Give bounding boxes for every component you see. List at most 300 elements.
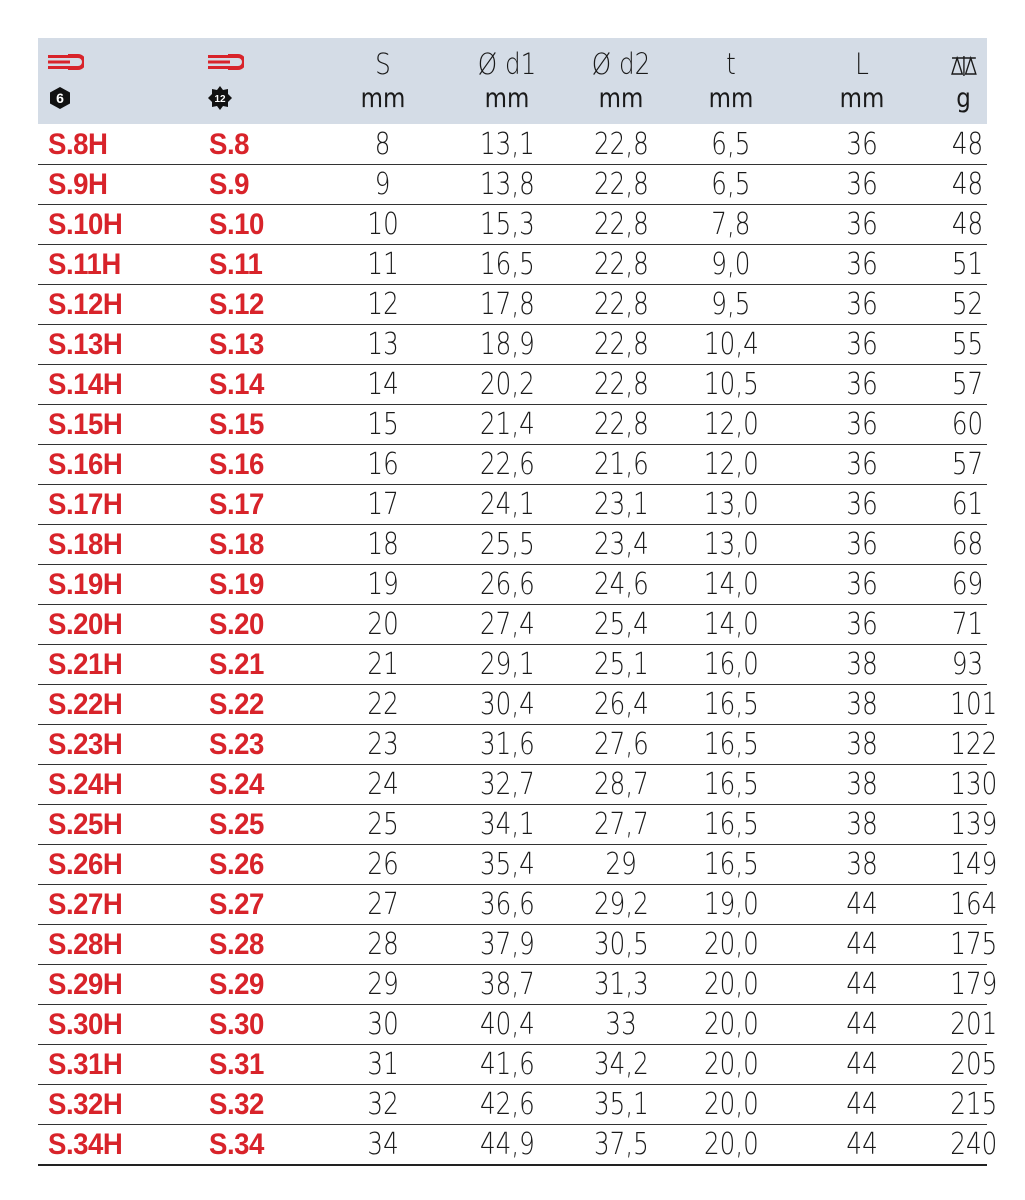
cell-d1 xyxy=(450,605,564,645)
cell-l xyxy=(784,485,940,525)
cell-value: S.30H xyxy=(48,1008,123,1041)
cell-value: S.25H xyxy=(48,808,123,841)
header-s-unit: mm xyxy=(360,83,406,114)
cell-value: 14,0 xyxy=(703,567,759,602)
part-number-6-point xyxy=(38,965,198,1005)
cell-value: 22,8 xyxy=(593,287,649,322)
cell-d1 xyxy=(450,285,564,325)
cell-value: 32,7 xyxy=(479,767,535,802)
cell-g xyxy=(940,565,987,605)
cell-value: S.10 xyxy=(209,208,264,241)
part-number-6-point xyxy=(38,885,198,925)
cell-value: S.13 xyxy=(209,328,264,361)
part-number-6-point xyxy=(38,845,198,885)
cell-g xyxy=(940,765,998,805)
cell-value: 13,1 xyxy=(479,127,535,162)
cell-d2 xyxy=(564,445,678,485)
cell-value: 44 xyxy=(846,967,878,1002)
cell-value: 36 xyxy=(846,567,878,602)
header-ref12 xyxy=(198,38,316,124)
cell-value: 12,0 xyxy=(703,407,759,442)
cell-value: 68 xyxy=(951,527,983,562)
cell-s xyxy=(316,845,450,885)
cell-d2 xyxy=(564,765,678,805)
cell-value: S.18H xyxy=(48,528,123,561)
cell-l xyxy=(784,1085,940,1125)
cell-d1 xyxy=(450,685,564,725)
cell-l xyxy=(784,1045,940,1085)
cell-value: 13 xyxy=(367,327,399,362)
open-end-wrench-icon xyxy=(208,52,244,72)
cell-d2 xyxy=(564,1005,678,1045)
cell-value: 23,4 xyxy=(593,527,649,562)
header-s xyxy=(316,38,450,124)
cell-value: S.21H xyxy=(48,648,123,681)
table-row xyxy=(38,1045,987,1085)
header-d2-unit: mm xyxy=(598,83,644,114)
cell-d1 xyxy=(450,205,564,245)
cell-value: S.19 xyxy=(209,568,264,601)
cell-value: 22,8 xyxy=(593,247,649,282)
table-row xyxy=(38,765,987,805)
cell-value: S.21 xyxy=(209,648,264,681)
cell-value: 51 xyxy=(951,247,983,282)
cell-d2 xyxy=(564,405,678,445)
cell-value: 24,1 xyxy=(479,487,535,522)
cell-value: 18 xyxy=(367,527,399,562)
cell-g xyxy=(940,124,987,165)
part-number-12-point xyxy=(198,245,316,285)
cell-s xyxy=(316,925,450,965)
cell-value: 38 xyxy=(846,847,878,882)
cell-value: 40,4 xyxy=(479,1007,535,1042)
cell-value: 30,5 xyxy=(593,927,649,962)
cell-d1 xyxy=(450,1085,564,1125)
header-d1 xyxy=(450,38,564,124)
part-number-12-point xyxy=(198,885,316,925)
cell-value: 21 xyxy=(367,647,399,682)
cell-value: 38 xyxy=(846,687,878,722)
cell-value: 24,6 xyxy=(593,567,649,602)
cell-g xyxy=(940,885,998,925)
cell-value: 48 xyxy=(951,167,983,202)
socket-spec-table-sheet xyxy=(38,38,998,1165)
part-number-6-point xyxy=(38,1005,198,1045)
part-number-12-point xyxy=(198,485,316,525)
table-row xyxy=(38,124,987,165)
cell-s xyxy=(316,124,450,165)
cell-value: 27,7 xyxy=(593,807,649,842)
cell-value: 215 xyxy=(950,1087,998,1122)
cell-value: 44 xyxy=(846,1047,878,1082)
cell-value: 36 xyxy=(846,247,878,282)
cell-value: S.11 xyxy=(209,248,263,281)
cell-value: 164 xyxy=(950,887,998,922)
part-number-12-point xyxy=(198,445,316,485)
cell-value: 36 xyxy=(846,207,878,242)
cell-t xyxy=(678,1045,784,1085)
cell-value: 139 xyxy=(950,807,998,842)
part-number-12-point xyxy=(198,405,316,445)
cell-l xyxy=(784,1005,940,1045)
cell-d1 xyxy=(450,245,564,285)
table-row xyxy=(38,365,987,405)
cell-value: S.17H xyxy=(48,488,123,521)
cell-value: 44 xyxy=(846,1007,878,1042)
table-row xyxy=(38,285,987,325)
table-row xyxy=(38,525,987,565)
part-number-12-point xyxy=(198,565,316,605)
cell-l xyxy=(784,405,940,445)
cell-d2 xyxy=(564,1045,678,1085)
table-row xyxy=(38,965,987,1005)
cell-d1 xyxy=(450,565,564,605)
cell-t xyxy=(678,365,784,405)
cell-value: 28,7 xyxy=(593,767,649,802)
cell-value: S.16 xyxy=(209,448,264,481)
header-d1-label: Ø d1 xyxy=(477,47,537,81)
cell-value: S.13H xyxy=(48,328,123,361)
cell-t xyxy=(678,245,784,285)
cell-d2 xyxy=(564,805,678,845)
cell-value: 15,3 xyxy=(479,207,535,242)
cell-value: 25 xyxy=(367,807,399,842)
cell-value: 31 xyxy=(367,1047,399,1082)
cell-value: 25,1 xyxy=(593,647,649,682)
cell-value: 27,6 xyxy=(593,727,649,762)
part-number-6-point xyxy=(38,445,198,485)
cell-value: S.10H xyxy=(48,208,123,241)
cell-value: 20,0 xyxy=(703,1127,759,1162)
header-l-label: L xyxy=(855,47,869,81)
cell-value: 12,0 xyxy=(703,447,759,482)
cell-t xyxy=(678,485,784,525)
badge-6-label: 6 xyxy=(56,90,64,106)
cell-t xyxy=(678,1085,784,1125)
table-row xyxy=(38,205,987,245)
cell-value: S.23H xyxy=(48,728,123,761)
cell-value: 41,6 xyxy=(479,1047,535,1082)
cell-value: 26,4 xyxy=(593,687,649,722)
part-number-6-point xyxy=(38,725,198,765)
table-row xyxy=(38,245,987,285)
cell-value: 122 xyxy=(950,727,998,762)
header-g xyxy=(940,38,987,124)
part-number-6-point xyxy=(38,925,198,965)
cell-value: 32 xyxy=(367,1087,399,1122)
part-number-12-point xyxy=(198,525,316,565)
part-number-6-point xyxy=(38,765,198,805)
cell-value: S.23 xyxy=(209,728,264,761)
cell-t xyxy=(678,205,784,245)
part-number-12-point xyxy=(198,205,316,245)
cell-d2 xyxy=(564,285,678,325)
cell-value: 19,0 xyxy=(703,887,759,922)
hexagon-6-point-icon xyxy=(48,86,72,110)
cell-value: 20,0 xyxy=(703,1087,759,1122)
cell-t xyxy=(678,405,784,445)
cell-value: 16,5 xyxy=(703,687,759,722)
cell-d1 xyxy=(450,325,564,365)
cell-value: S.15 xyxy=(209,408,264,441)
cell-value: 20,0 xyxy=(703,927,759,962)
header-l xyxy=(784,38,940,124)
header-t-label: t xyxy=(726,47,736,81)
part-number-12-point xyxy=(198,1085,316,1125)
cell-d1 xyxy=(450,885,564,925)
cell-l xyxy=(784,325,940,365)
cell-value: S.22 xyxy=(209,688,264,721)
cell-value: 16,0 xyxy=(703,647,759,682)
cell-l xyxy=(784,725,940,765)
cell-d2 xyxy=(564,565,678,605)
part-number-12-point xyxy=(198,1005,316,1045)
cell-value: 9,0 xyxy=(711,247,751,282)
table-bottom-rule xyxy=(38,1164,987,1166)
cell-t xyxy=(678,1005,784,1045)
cell-l xyxy=(784,805,940,845)
cell-t xyxy=(678,845,784,885)
cell-l xyxy=(784,765,940,805)
cell-value: 19 xyxy=(367,567,399,602)
table-row xyxy=(38,445,987,485)
cell-value: 93 xyxy=(951,647,983,682)
cell-value: 38 xyxy=(846,727,878,762)
table-row xyxy=(38,725,987,765)
cell-s xyxy=(316,1005,450,1045)
cell-s xyxy=(316,725,450,765)
table-row xyxy=(38,605,987,645)
part-number-6-point xyxy=(38,685,198,725)
header-g-unit: g xyxy=(956,83,971,114)
cell-value: 44 xyxy=(846,1087,878,1122)
cell-value: 130 xyxy=(950,767,998,802)
cell-s xyxy=(316,445,450,485)
cell-value: 57 xyxy=(951,447,983,482)
bi-hexagon-12-point-icon xyxy=(208,86,232,110)
cell-value: 16,5 xyxy=(703,807,759,842)
cell-value: 25,4 xyxy=(593,607,649,642)
cell-d1 xyxy=(450,1125,564,1165)
cell-t xyxy=(678,124,784,165)
cell-s xyxy=(316,1045,450,1085)
cell-d2 xyxy=(564,124,678,165)
cell-value: 13,0 xyxy=(703,527,759,562)
cell-value: S.12 xyxy=(209,288,264,321)
cell-s xyxy=(316,1125,450,1165)
part-number-12-point xyxy=(198,1125,316,1165)
cell-value: 11 xyxy=(367,247,399,282)
cell-value: 13,0 xyxy=(703,487,759,522)
cell-d1 xyxy=(450,525,564,565)
cell-d1 xyxy=(450,445,564,485)
cell-value: 31,3 xyxy=(593,967,649,1002)
table-body xyxy=(38,124,998,1165)
cell-s xyxy=(316,805,450,845)
cell-value: 60 xyxy=(951,407,983,442)
part-number-6-point xyxy=(38,325,198,365)
cell-t xyxy=(678,565,784,605)
cell-value: S.16H xyxy=(48,448,123,481)
cell-value: 22,8 xyxy=(593,407,649,442)
cell-value: S.24 xyxy=(209,768,264,801)
cell-s xyxy=(316,365,450,405)
cell-d2 xyxy=(564,685,678,725)
cell-value: 22,8 xyxy=(593,327,649,362)
cell-value: 14,0 xyxy=(703,607,759,642)
cell-d2 xyxy=(564,245,678,285)
cell-value: 71 xyxy=(951,607,983,642)
part-number-12-point xyxy=(198,765,316,805)
cell-l xyxy=(784,965,940,1005)
cell-value: 35,4 xyxy=(479,847,535,882)
cell-value: S.20H xyxy=(48,608,123,641)
cell-value: 10,5 xyxy=(703,367,759,402)
cell-value: 175 xyxy=(950,927,998,962)
cell-value: 21,4 xyxy=(479,407,535,442)
part-number-12-point xyxy=(198,725,316,765)
cell-value: S.32 xyxy=(209,1088,264,1121)
cell-t xyxy=(678,965,784,1005)
cell-d1 xyxy=(450,485,564,525)
cell-t xyxy=(678,445,784,485)
cell-t xyxy=(678,605,784,645)
cell-d1 xyxy=(450,765,564,805)
cell-value: 36 xyxy=(846,407,878,442)
cell-g xyxy=(940,965,998,1005)
table-row xyxy=(38,685,987,725)
cell-value: 34,2 xyxy=(593,1047,649,1082)
cell-value: 26,6 xyxy=(479,567,535,602)
cell-g xyxy=(940,325,987,365)
cell-value: 48 xyxy=(951,127,983,162)
cell-value: 9 xyxy=(375,167,391,202)
cell-value: 22,8 xyxy=(593,127,649,162)
cell-value: 16,5 xyxy=(703,727,759,762)
part-number-6-point xyxy=(38,485,198,525)
cell-g xyxy=(940,605,987,645)
cell-t xyxy=(678,805,784,845)
cell-l xyxy=(784,525,940,565)
cell-g xyxy=(940,405,987,445)
cell-d1 xyxy=(450,1005,564,1045)
cell-g xyxy=(940,485,987,525)
cell-value: S.15H xyxy=(48,408,123,441)
cell-l xyxy=(784,685,940,725)
cell-d2 xyxy=(564,165,678,205)
cell-l xyxy=(784,645,940,685)
cell-value: S.34H xyxy=(48,1128,123,1161)
cell-value: 29 xyxy=(367,967,399,1002)
cell-value: 16,5 xyxy=(703,767,759,802)
cell-g xyxy=(940,525,987,565)
cell-value: 44 xyxy=(846,887,878,922)
part-number-6-point xyxy=(38,405,198,445)
cell-value: S.20 xyxy=(209,608,264,641)
cell-d2 xyxy=(564,1125,678,1165)
cell-s xyxy=(316,325,450,365)
cell-value: S.27 xyxy=(209,888,264,921)
part-number-12-point xyxy=(198,805,316,845)
cell-value: 35,1 xyxy=(593,1087,649,1122)
cell-g xyxy=(940,245,987,285)
cell-value: 16,5 xyxy=(703,847,759,882)
cell-value: S.29 xyxy=(209,968,264,1001)
cell-value: S.30 xyxy=(209,1008,264,1041)
part-number-6-point xyxy=(38,245,198,285)
cell-value: 27 xyxy=(367,887,399,922)
header-d2-label: Ø d2 xyxy=(591,47,651,81)
cell-l xyxy=(784,605,940,645)
cell-value: 10,4 xyxy=(703,327,759,362)
cell-d2 xyxy=(564,485,678,525)
part-number-12-point xyxy=(198,965,316,1005)
cell-g xyxy=(940,205,987,245)
cell-l xyxy=(784,1125,940,1165)
cell-t xyxy=(678,725,784,765)
cell-d2 xyxy=(564,325,678,365)
cell-value: 20,0 xyxy=(703,1047,759,1082)
part-number-6-point xyxy=(38,605,198,645)
cell-l xyxy=(784,925,940,965)
cell-d1 xyxy=(450,365,564,405)
cell-d1 xyxy=(450,805,564,845)
cell-value: S.31 xyxy=(209,1048,264,1081)
weight-scale-icon xyxy=(950,54,977,78)
cell-value: 57 xyxy=(951,367,983,402)
cell-value: 36 xyxy=(846,607,878,642)
cell-value: S.26H xyxy=(48,848,123,881)
part-number-12-point xyxy=(198,285,316,325)
cell-value: 205 xyxy=(950,1047,998,1082)
cell-value: S.9H xyxy=(48,168,108,201)
part-number-6-point xyxy=(38,1045,198,1085)
cell-value: 201 xyxy=(950,1007,998,1042)
cell-value: 52 xyxy=(951,287,983,322)
cell-value: 15 xyxy=(367,407,399,442)
cell-value: S.12H xyxy=(48,288,123,321)
cell-value: 48 xyxy=(951,207,983,242)
cell-value: 24 xyxy=(367,767,399,802)
cell-l xyxy=(784,565,940,605)
cell-l xyxy=(784,245,940,285)
socket-spec-table xyxy=(38,38,998,1165)
header-d2 xyxy=(564,38,678,124)
part-number-12-point xyxy=(198,685,316,725)
cell-value: 38 xyxy=(846,767,878,802)
cell-value: 17,8 xyxy=(479,287,535,322)
cell-value: S.27H xyxy=(48,888,123,921)
cell-d2 xyxy=(564,1085,678,1125)
cell-value: 17 xyxy=(367,487,399,522)
cell-d1 xyxy=(450,1045,564,1085)
part-number-12-point xyxy=(198,1045,316,1085)
cell-value: 30,4 xyxy=(479,687,535,722)
cell-value: 16 xyxy=(367,447,399,482)
cell-value: 37,9 xyxy=(479,927,535,962)
cell-value: 36 xyxy=(846,127,878,162)
cell-value: 42,6 xyxy=(479,1087,535,1122)
cell-value: 14 xyxy=(367,367,399,402)
part-number-12-point xyxy=(198,124,316,165)
table-row xyxy=(38,1125,987,1165)
cell-value: S.28 xyxy=(209,928,264,961)
part-number-6-point xyxy=(38,285,198,325)
cell-l xyxy=(784,285,940,325)
cell-value: S.14 xyxy=(209,368,264,401)
part-number-6-point xyxy=(38,365,198,405)
cell-s xyxy=(316,765,450,805)
